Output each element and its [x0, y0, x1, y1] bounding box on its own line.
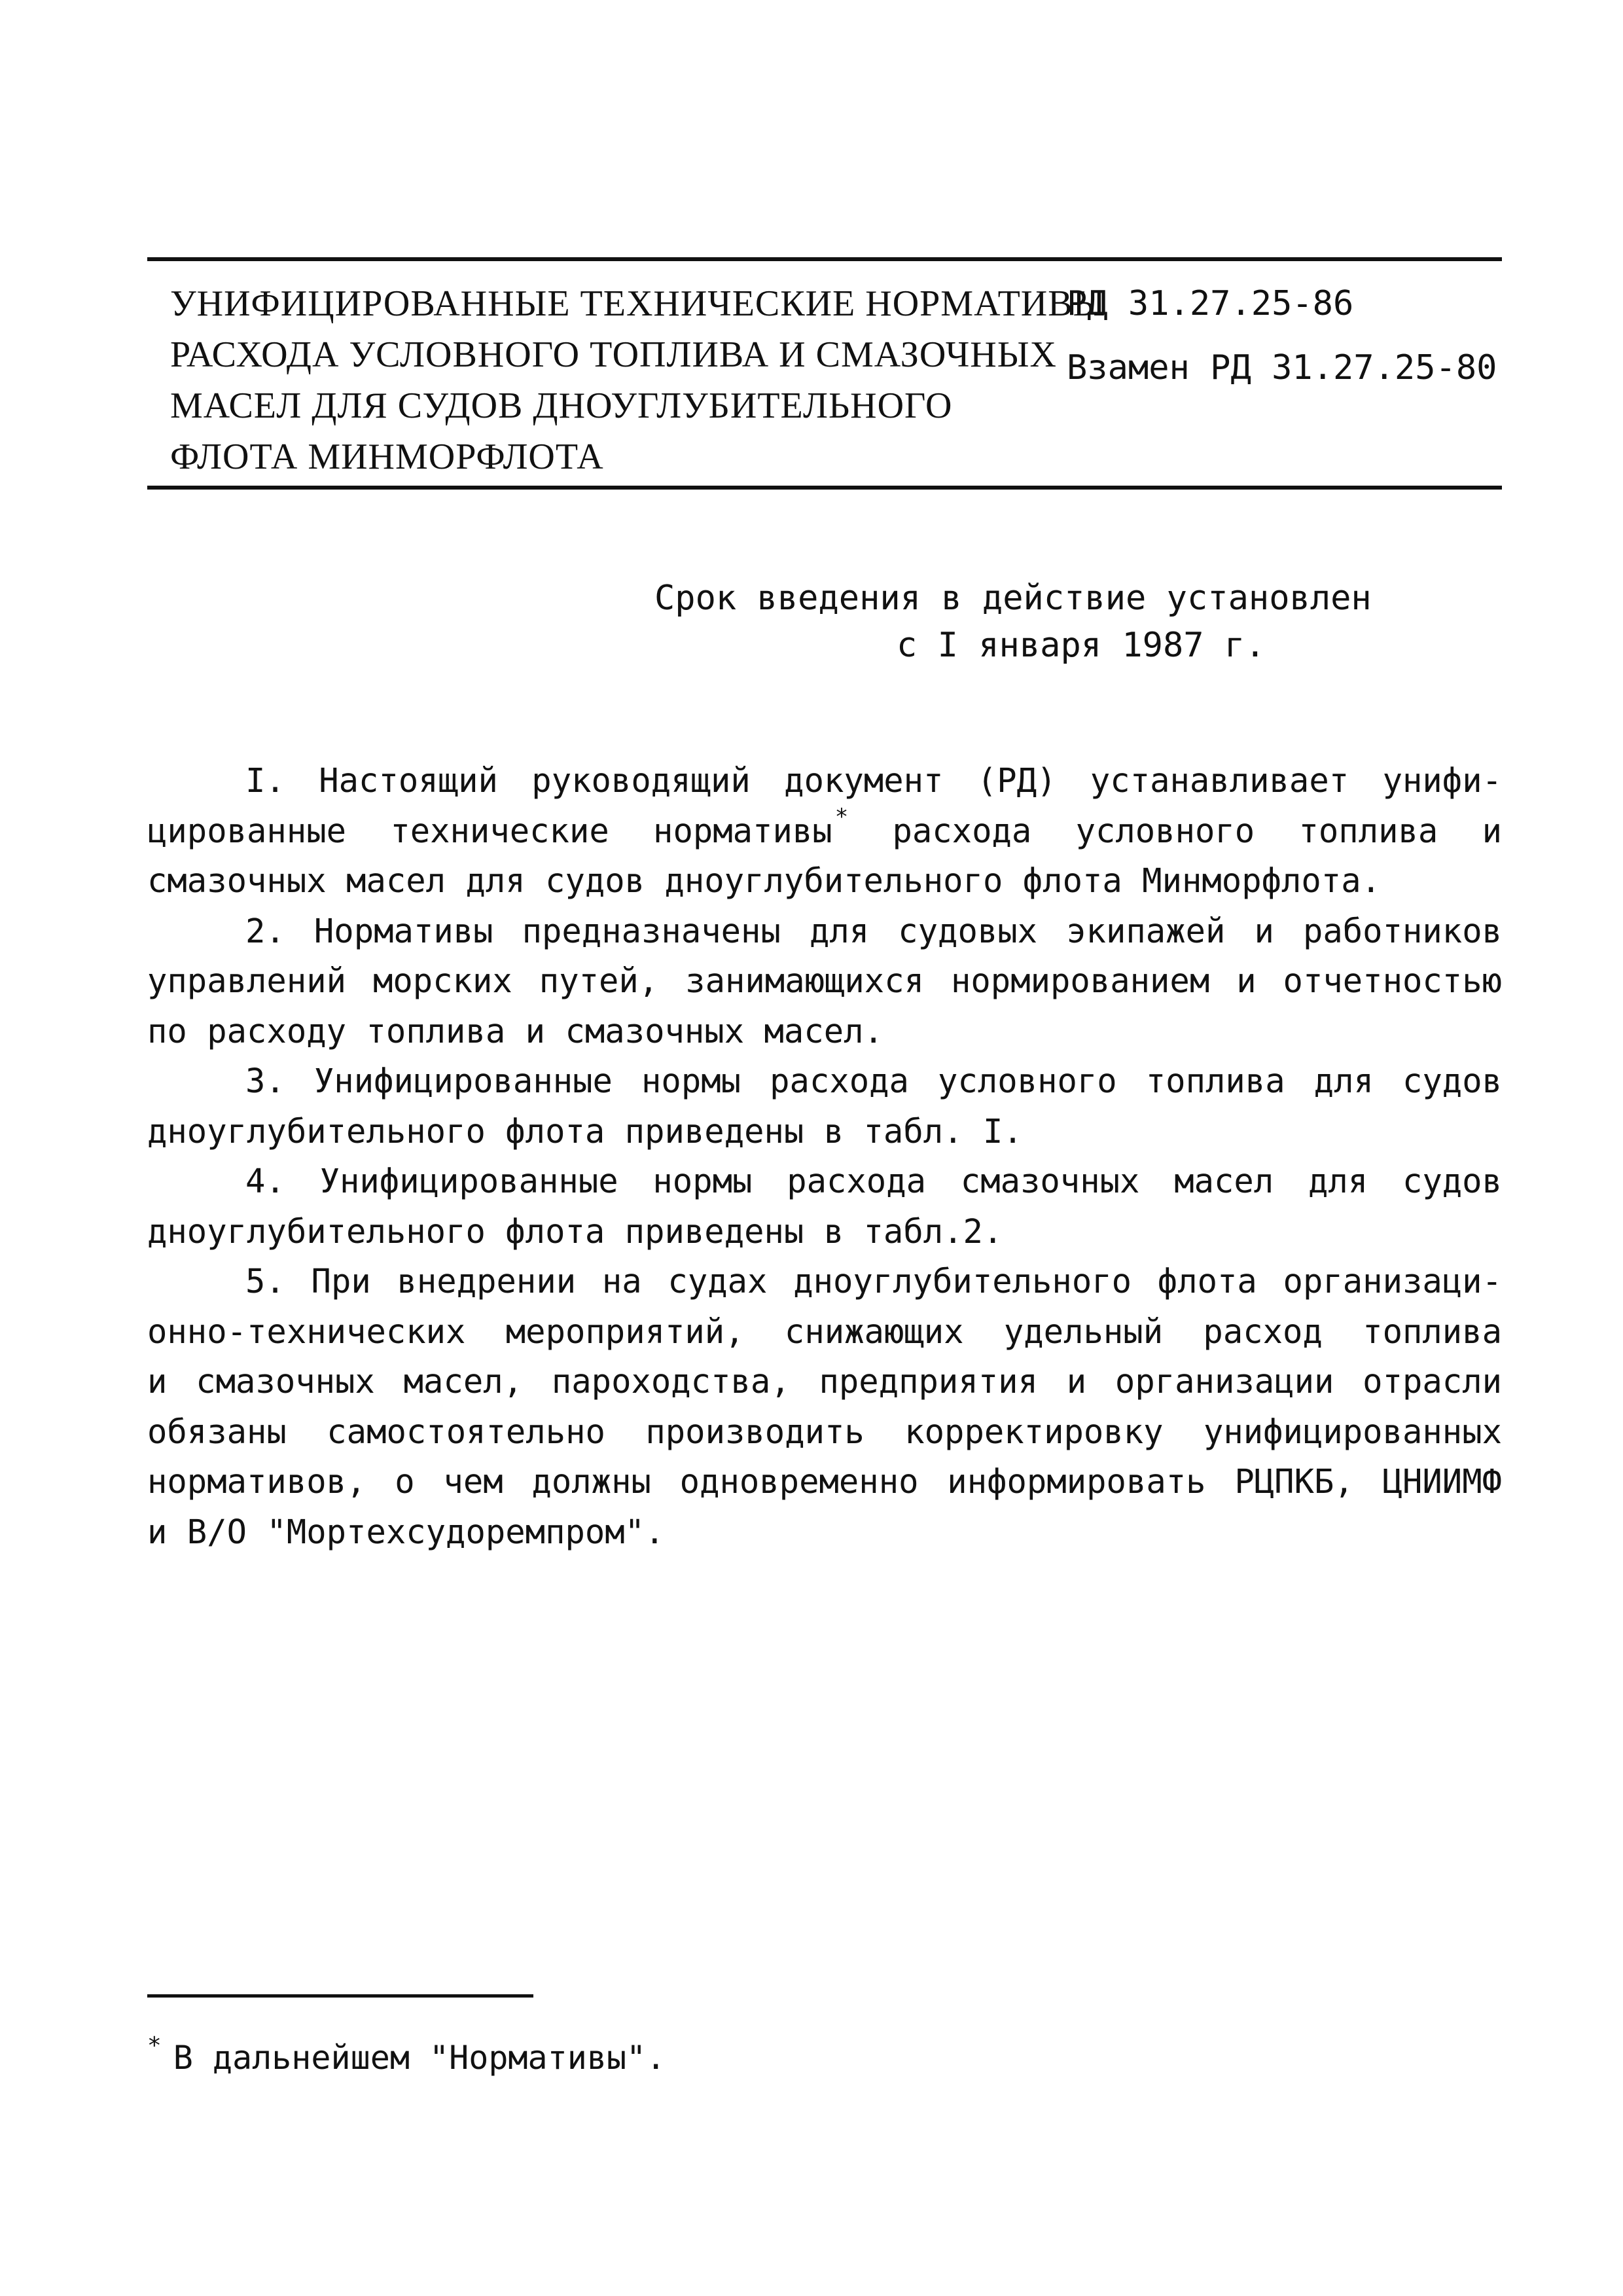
paragraph-1-text: цированные технические нормативы [147, 811, 832, 850]
paragraph-5-line: нормативов, о чем должны одновременно информировать РЦПКБ, ЦНИИМФ [147, 1462, 1502, 1501]
effective-date-line-1: Срок введения в действие установлен [654, 579, 1372, 618]
paragraph-1-line: I. Настоящий руководящий документ (РД) устанавливает унифи- [245, 761, 1502, 800]
paragraph-5-line: онно-технических мероприятий, снижающих удельный расход топлива [147, 1312, 1502, 1351]
document-code: РД 31.27.25-86 [1067, 284, 1354, 323]
paragraph-2-line: по расходу топлива и смазочных масел. [147, 1011, 883, 1050]
paragraph-1-text: расхода условного топлива и [892, 811, 1502, 850]
paragraph-3-line: дноуглубительного флота приведены в табл. I. [147, 1111, 1023, 1151]
footnote-marker: * [147, 2032, 162, 2059]
title-line: МАСЕЛ ДЛЯ СУДОВ ДНОУГЛУБИТЕЛЬНОГО [170, 386, 953, 426]
footnote-marker: * [834, 806, 849, 830]
paragraph-4-line: 4. Унифицированные нормы расхода смазочных масел для судов [245, 1162, 1502, 1200]
paragraph-5-line: обязаны самостоятельно производить корректировку унифицированных [147, 1412, 1502, 1451]
header-top-rule [147, 257, 1502, 261]
paragraph-3-line: 3. Унифицированные нормы расхода условного топлива для судов [245, 1062, 1502, 1100]
paragraph-1-line [147, 806, 1502, 857]
paragraph-2-line: 2. Нормативы предназначены для судовых экипажей и работников [245, 911, 1502, 950]
title-line: УНИФИЦИРОВАННЫЕ ТЕХНИЧЕСКИЕ НОРМАТИВЫ [170, 283, 1106, 324]
document-title [170, 278, 1106, 482]
paragraph-2-line: управлений морских путей, занимающихся нормированием и отчетностью [147, 961, 1502, 1000]
title-line: РАСХОДА УСЛОВНОГО ТОПЛИВА И СМАЗОЧНЫХ [170, 334, 1057, 375]
footnote-text: В дальнейшем "Нормативы". [173, 2039, 666, 2077]
footnote [147, 2022, 1194, 2081]
paragraph-5-line: и смазочных масел, пароходства, предприятия и организации отрасли [147, 1362, 1502, 1401]
paragraph-5-line: 5. При внедрении на судах дноуглубительного флота организаци- [245, 1262, 1502, 1300]
paragraph-5-line: и В/О "Мортехсудоремпром". [147, 1512, 665, 1551]
header-bottom-rule [147, 486, 1502, 490]
body-text [147, 756, 1502, 1557]
title-line: ФЛОТА МИНМОРФЛОТА [170, 437, 604, 477]
paragraph-1-line: смазочных масел для судов дноуглубительного флота Минморфлота. [147, 861, 1382, 900]
effective-date-line-2: с I января 1987 г. [897, 626, 1266, 665]
document-code-block [1067, 278, 1499, 393]
replaces-code: Взамен РД 31.27.25-80 [1067, 348, 1497, 387]
effective-date-block [654, 575, 1440, 669]
footnote-rule [147, 1994, 533, 1998]
paragraph-4-line: дноуглубительного флота приведены в табл.2. [147, 1211, 1003, 1251]
